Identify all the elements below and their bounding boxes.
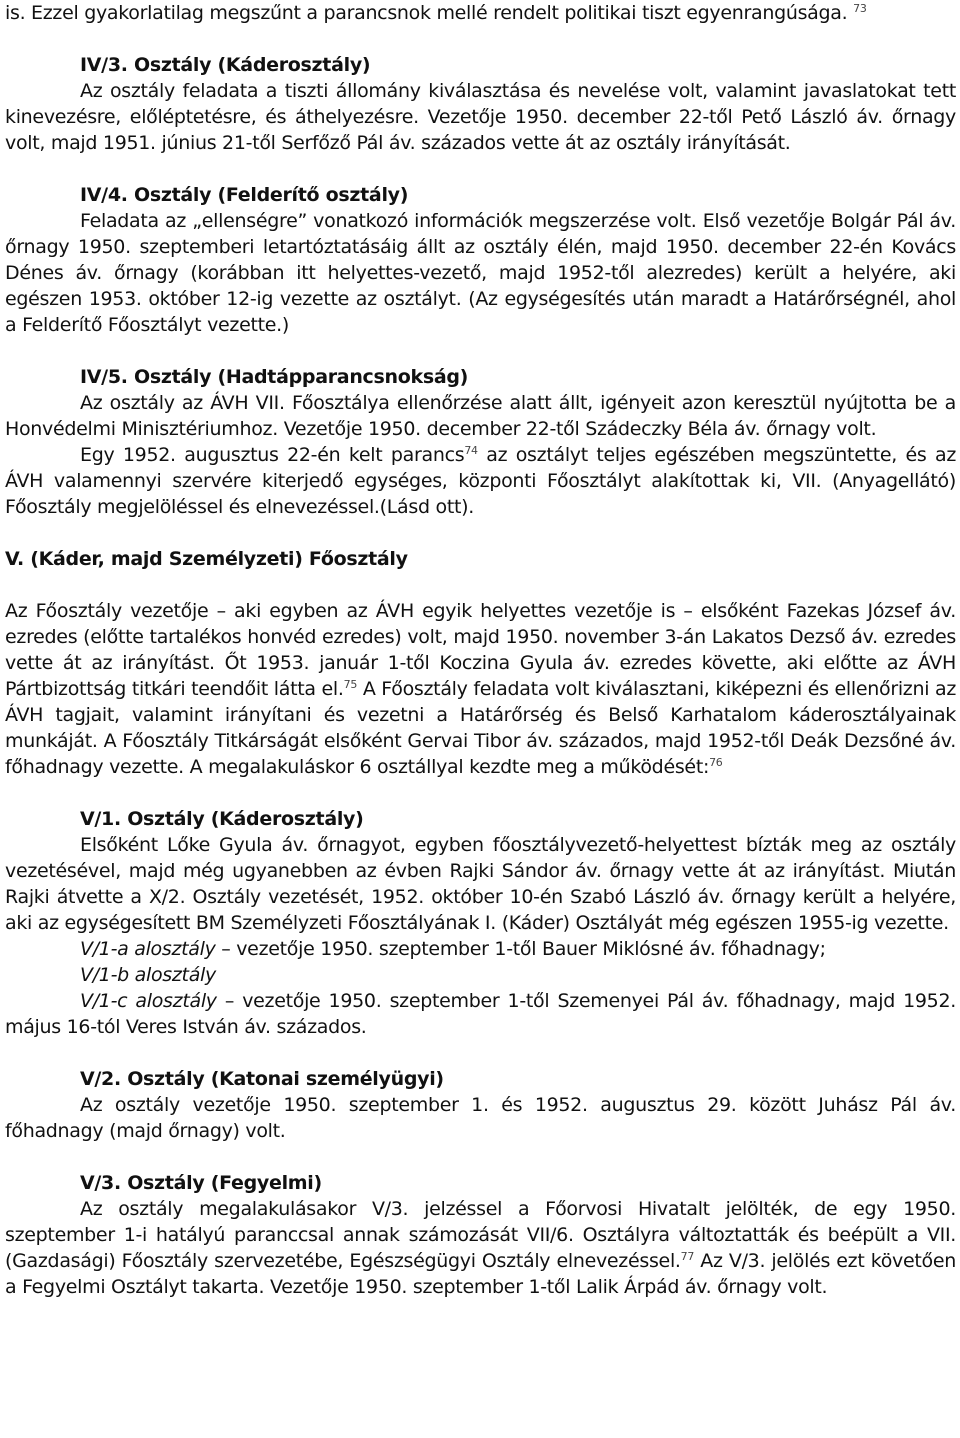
section-iv-4 (5, 182, 956, 338)
footnote-ref: 74 (464, 444, 478, 457)
section-body: Az osztály az ÁVH VII. Főosztálya ellenőrzése alatt állt, igényeit azon keresztül nyújtotta be a Honvédelmi Minisztériumhoz. Vezetője 1950. december 22-től Szádeczky Béla áv. őrnagy volt. (5, 392, 956, 440)
footnote-ref: 75 (343, 678, 358, 691)
chapter-body (5, 598, 956, 780)
section-body (5, 1196, 956, 1300)
section-body: Az osztály vezetője 1950. szeptember 1. és 1952. augusztus 29. között Juhász Pál áv. főhadnagy (majd őrnagy) volt. (5, 1094, 956, 1142)
subunit-label: V/1-b alosztály (80, 964, 216, 986)
section-heading: IV/3. Osztály (Káderosztály) (80, 54, 371, 76)
footnote-ref: 77 (680, 1250, 695, 1263)
subunit-label: V/1-c alosztály (80, 990, 217, 1012)
subunit-text: – vezetője 1950. szeptember 1-től Bauer Miklósné áv. főhadnagy; (215, 938, 826, 960)
body-text: Az Főosztály vezetője – aki egyben az ÁVH egyik helyettes vezetője is – elsőként Fazekas József áv. ezredes (előtte tartalékos honvéd ezredes) volt, majd 1950. november 3-án Lakatos Dezső áv. ezredes vette át az irányítást. Őt 1953. január 1-től Koczina Gyula áv. ezredes követte, aki előtte az ÁVH Pártbizottság titkári teendőit látta el. (5, 600, 956, 700)
subunit-c (5, 988, 956, 1040)
section-heading: V/2. Osztály (Katonai személyügyi) (80, 1068, 444, 1090)
section-heading: IV/5. Osztály (Hadtápparancsnokság) (80, 366, 469, 388)
section-v-1 (5, 806, 956, 1040)
section-v-3 (5, 1170, 956, 1300)
section-body: Elsőként Lőke Gyula áv. őrnagyot, egyben főosztályvezető-helyettest bízták meg az osztály vezetésével, majd még ugyanebben az évben Rajki Sándor áv. őrnagy vette át az irányítást. Miután Rajki átvette a X/2. Osztály vezetését, 1952. október 10-én Szabó László áv. őrnagy került a helyére, aki az egységesített BM Személyzeti Főosztályának I. (Káder) Osztályát még egészen 1955-ig vezette. (5, 834, 956, 934)
subunit-text: – vezetője 1950. szeptember 1-től Szemenyei Pál áv. főhadnagy, majd 1952. május 16-tól Veres István áv. százados. (5, 990, 956, 1038)
section-iv-3 (5, 52, 956, 156)
section-v-2 (5, 1066, 956, 1144)
body-text: A Főosztály feladata volt kiválasztani, kiképezni és ellenőrizni az ÁVH tagjait, valamint irányítani és vezetni a Határőrség és Belső Karhatalom káderosztályainak munkáját. A Főosztály Titkárságát elsőként Gervai Tibor áv. százados, majd 1952-től Deák Dezsőné áv. főhadnagy vezette. A megalakuláskor 6 osztállyal kezdte meg a működését: (5, 678, 956, 778)
section-heading: V/1. Osztály (Káderosztály) (80, 808, 364, 830)
subunit-label: V/1-a alosztály (80, 938, 216, 960)
body-text: Az osztály megalakulásakor V/3. jelzéssel a Főorvosi Hivatalt jelölték, de egy 1950. szeptember 1-i hatályú paranccsal annak számozását VII/6. Osztályra változtatták és beépült a VII. (Gazdasági) Főosztály szervezetébe, Egészségügyi Osztály elnevezéssel. (5, 1198, 956, 1272)
body-text: az osztályt teljes egészében megszüntette, és az ÁVH valamennyi szervére kiterjedő egységes, központi Főosztályt alakítottak ki, VII. (Anyagellátó) Főosztály megjelöléssel és elnevezéssel.(Lásd ott). (5, 444, 956, 518)
section-body: Feladata az „ellenségre” vonatkozó információk megszerzése volt. Első vezetője Bolgár Pál áv. őrnagy 1950. szeptemberi letartóztatásáig állt az osztály élén, majd 1950. december 22-én Kovács Dénes áv. őrnagy (korábban itt helyettes-vezető, majd 1952-től alezredes) került a helyére, aki egészen 1953. október 12-ig vezette az osztályt. (Az egységesítés után maradt a Határőrségnél, ahol a Felderítő Főosztályt vezette.) (5, 210, 956, 336)
chapter-heading: V. (Káder, majd Személyzeti) Főosztály (5, 548, 408, 570)
body-text: Az V/3. jelölés ezt követően a Fegyelmi Osztályt takarta. Vezetője 1950. szeptember 1-től Lalik Árpád áv. őrnagy volt. (5, 1250, 956, 1298)
paragraph-continuation (5, 0, 956, 26)
section-heading: V/3. Osztály (Fegyelmi) (80, 1172, 322, 1194)
footnote-ref: 76 (709, 756, 723, 769)
section-body: Az osztály feladata a tiszti állomány kiválasztása és nevelése volt, valamint javaslatokat tett kinevezésre, előléptetésre, és áthelyezésre. Vezetője 1950. december 22-től Pető László áv. őrnagy volt, majd 1951. június 21-től Serfőző Pál áv. százados vette át az osztály irányítását. (5, 80, 956, 154)
footnote-ref: 73 (853, 2, 867, 15)
section-heading: IV/4. Osztály (Felderítő osztály) (80, 184, 409, 206)
paragraph-text: is. Ezzel gyakorlatilag megszűnt a parancsnok mellé rendelt politikai tiszt egyenrangúsága. (5, 2, 848, 24)
section-body (5, 442, 956, 520)
subunit-b (5, 962, 956, 988)
section-iv-5 (5, 364, 956, 520)
subunit-a (5, 936, 956, 962)
body-text: Egy 1952. augusztus 22-én kelt parancs (80, 444, 465, 466)
section-v (5, 546, 956, 780)
